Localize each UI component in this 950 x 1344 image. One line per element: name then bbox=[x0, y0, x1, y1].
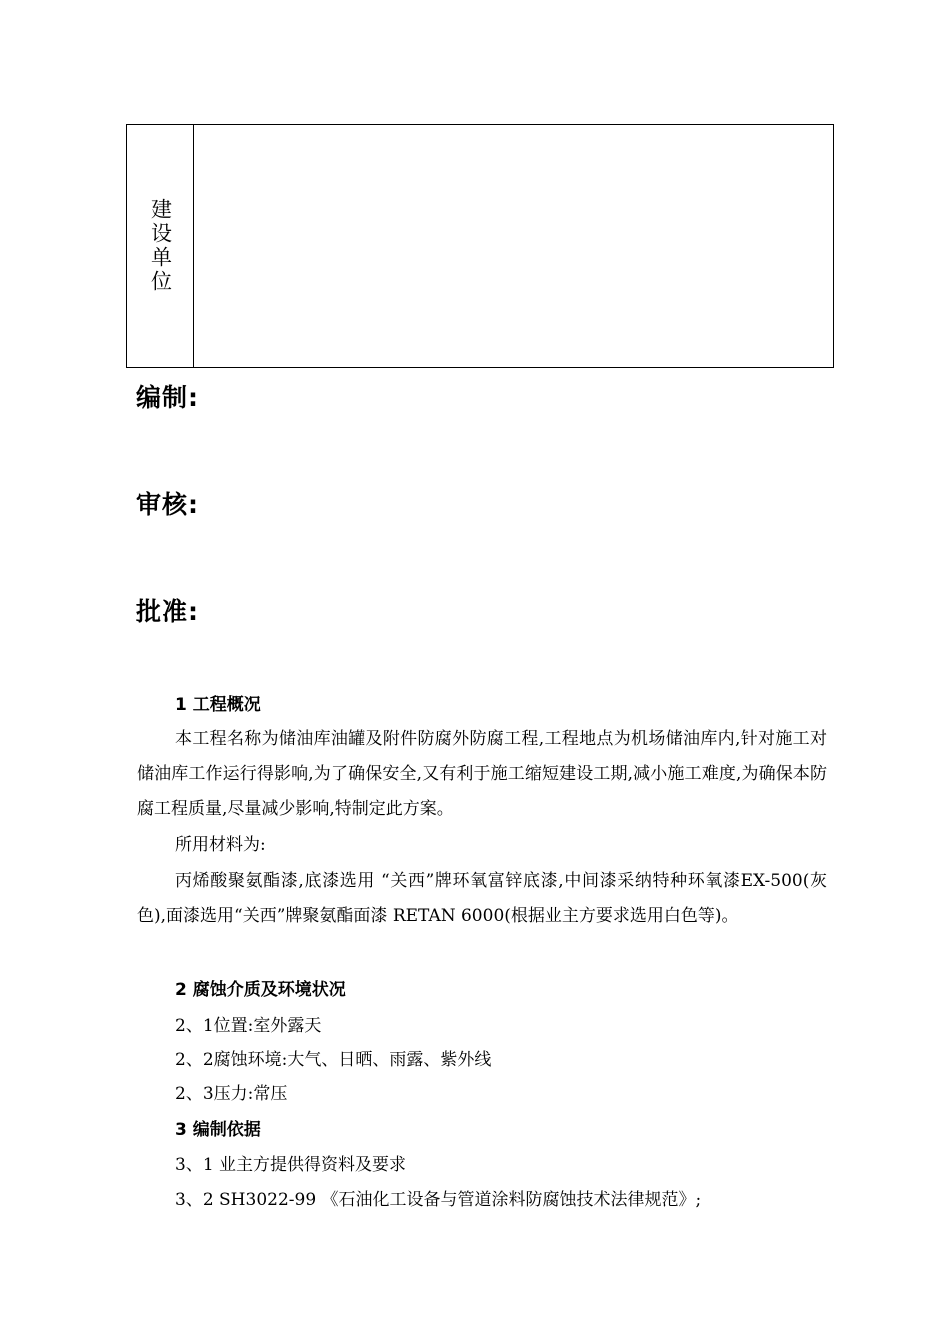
construction-unit-value-cell bbox=[194, 125, 833, 367]
approve-signature-label: 批准: bbox=[136, 597, 199, 626]
construction-unit-label-cell bbox=[127, 125, 194, 367]
construction-unit-label: 建设单位 bbox=[148, 198, 173, 294]
section1-overview-paragraph: 本工程名称为储油库油罐及附件防腐外防腐工程,工程地点为机场储油库内,针对施工对储油库工作运行得影响,为了确保安全,又有利于施工缩短建设工期,减小施工难度,为确保本防腐工程质量,尽量减少影响,特制定此方案。 bbox=[137, 729, 827, 819]
section3-item-standard: 3、2 SH3022-99 《石油化工设备与管道涂料防腐蚀技术法律规范》; bbox=[175, 1190, 702, 1210]
section2-heading: 2 腐蚀介质及环境状况 bbox=[175, 980, 346, 1000]
compile-signature-label: 编制: bbox=[136, 383, 199, 412]
section2-item-environment: 2、2腐蚀环境:大气、日晒、雨露、紫外线 bbox=[175, 1050, 492, 1070]
section1-heading: 1 工程概况 bbox=[175, 695, 261, 715]
section2-item-location: 2、1位置:室外露天 bbox=[175, 1016, 322, 1036]
section2-item-pressure: 2、3压力:常压 bbox=[175, 1084, 288, 1104]
materials-paragraph: 丙烯酸聚氨酯漆,底漆选用 “关西”牌环氧富锌底漆,中间漆采纳特种环氧漆EX-500(灰色),面漆选用“关西”牌聚氨酯面漆 RETAN 6000(根据业主方要求选用白色等)。 bbox=[137, 871, 827, 926]
construction-unit-table bbox=[126, 124, 834, 368]
review-signature-label: 审核: bbox=[136, 490, 199, 519]
materials-label: 所用材料为: bbox=[175, 835, 266, 855]
section3-heading: 3 编制依据 bbox=[175, 1120, 261, 1140]
section3-item-owner-data: 3、1 业主方提供得资料及要求 bbox=[175, 1155, 407, 1175]
